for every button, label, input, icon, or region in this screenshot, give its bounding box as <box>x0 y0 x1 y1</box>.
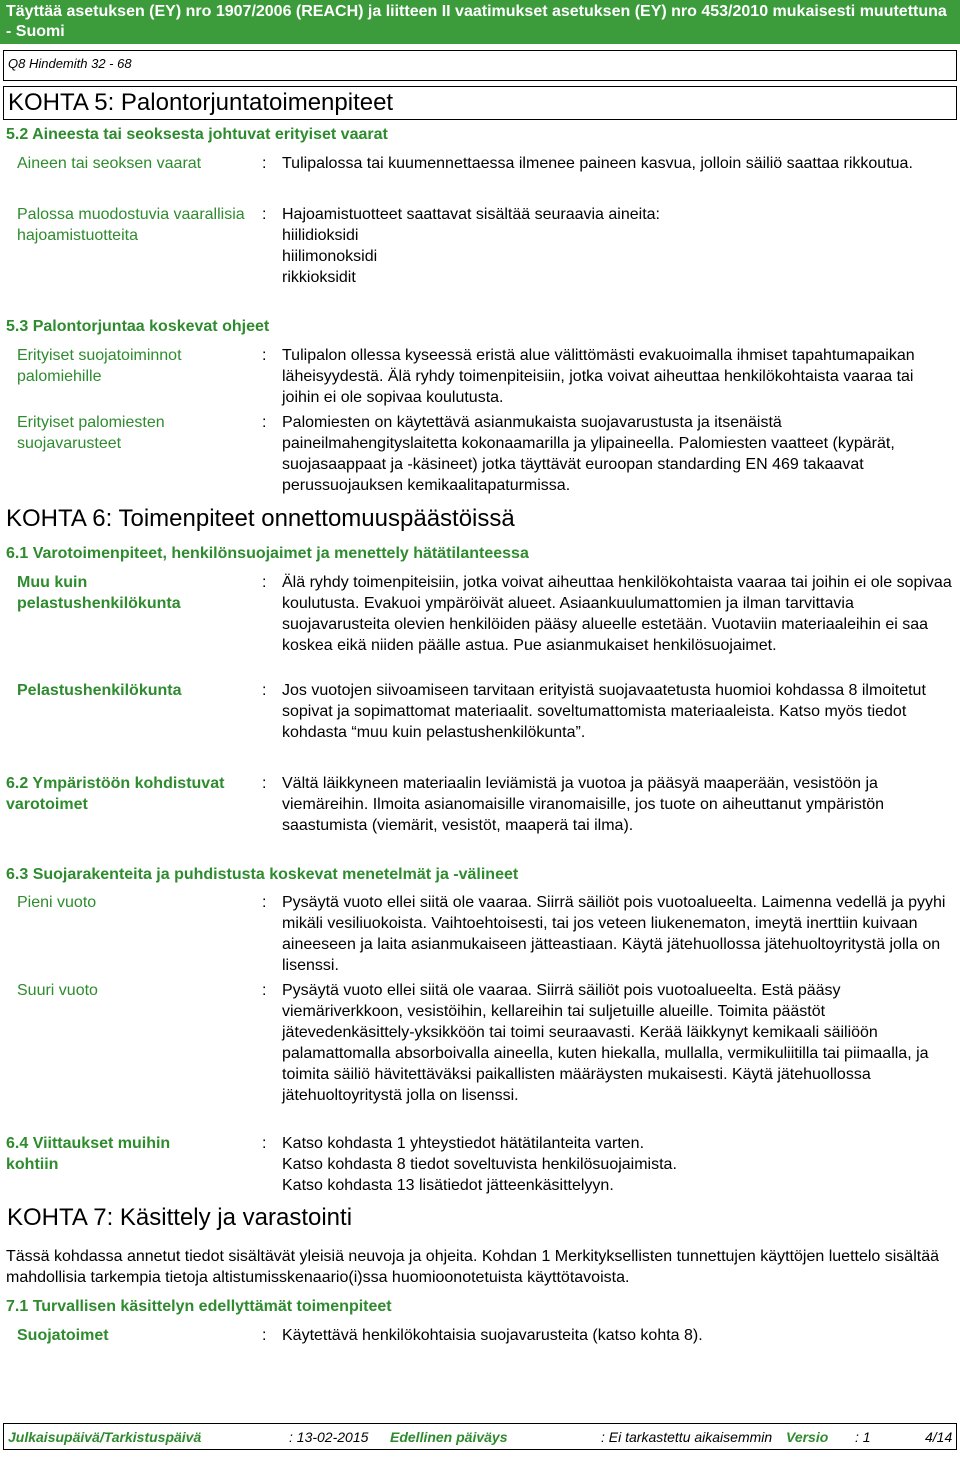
colon: : <box>262 1327 267 1344</box>
previous-date-label: Edellinen päiväys <box>390 1429 508 1445</box>
references-label: 6.4 Viittaukset muihin kohtiin <box>6 1135 171 1173</box>
decomposition-list <box>282 204 952 288</box>
protective-measures-label: Suojatoimet <box>17 1327 109 1344</box>
colon: : <box>262 775 267 792</box>
subsection-5-3: 5.3 Palontorjuntaa koskevat ohjeet <box>6 318 270 335</box>
decomposition-line: hiilimonoksidi <box>282 248 378 265</box>
version-label: Versio <box>786 1429 829 1445</box>
section-7-intro: Tässä kohdassa annetut tiedot sisältävät yleisiä neuvoja ja ohjeita. Kohdan 1 Merkityksellisten tunnettujen käyttöjen luettelo sisältää mahdollisia tarkempia tietoja altistumisskenaario(i)ssa huomioonotetuista käyttötavoista. <box>6 1248 939 1286</box>
environmental-label: 6.2 Ympäristöön kohdistuvat varotoimet <box>6 775 225 813</box>
colon: : <box>262 574 267 591</box>
small-spill-text: Pysäytä vuoto ellei siitä ole vaaraa. Siirrä säiliöt pois vuotoalueelta. Laimenna vedellä ja pyyhi mikäli vesiliuokoista. Vaihtoehtoisesti, tai jos veteen liukenematon, imeytä inerttiin kuivaan aineeseen ja laita asianmukaiseen jätteastiaan. Käytä jätehuollossa jätehuoltoyritystä jolla on lisenssi. <box>282 894 946 974</box>
product-name-box <box>3 50 957 81</box>
small-spill-label: Pieni vuoto <box>17 894 97 911</box>
decomposition-label: Palossa muodostuvia vaarallisia hajoamistuotteita <box>17 206 245 244</box>
special-actions-label: Erityiset suojatoiminnot palomiehille <box>17 347 182 385</box>
hazard-text: Tulipalossa tai kuumennettaessa ilmenee paineen kasvua, jolloin säiliö saattaa rikkoutua. <box>282 155 913 172</box>
header-title: Täyttää asetuksen (EY) nro 1907/2006 (REACH) ja liitteen II vaatimukset asetuksen (EY) nro 453/2010 mukaisesti muutettuna - Suomi <box>6 3 947 40</box>
decomposition-line: rikkioksidit <box>282 269 356 286</box>
hazard-label: Aineen tai seoksen vaarat <box>17 155 202 172</box>
product-name: Q8 Hindemith 32 - 68 <box>8 56 132 71</box>
page-number: 4/14 <box>925 1429 953 1445</box>
colon: : <box>262 155 267 172</box>
colon: : <box>262 414 267 431</box>
subsection-6-3: 6.3 Suojarakenteita ja puhdistusta koskevat menetelmät ja -välineet <box>6 866 519 883</box>
decomposition-line: Hajoamistuotteet saattavat sisältää seuraavia aineita: <box>282 206 660 223</box>
large-spill-label: Suuri vuoto <box>17 982 98 999</box>
special-actions-text: Tulipalon ollessa kyseessä eristä alue välittömästi evakuoimalla ihmiset tapahtumapaikan läheisyydestä. Älä ryhdy toimenpiteisiin, jotka voivat aiheuttaa henkilökohtaista vaaraa tai joihin ei ole sopivaa koulutusta. <box>282 347 915 406</box>
section-7-title: KOHTA 7: Käsittely ja varastointi <box>7 1204 353 1231</box>
section-5-title: KOHTA 5: Palontorjuntatoimenpiteet <box>3 86 957 120</box>
emergency-responders-text: Jos vuotojen siivoamiseen tarvitaan erityistä suojavaatetusta huomioi kohdassa 8 ilmoitetut sopivat ja sopimattomat materiaalit. soveltumattomista materiaaleista. Katso myös tiedot kohdasta “muu kuin pelastushenkilökunta”. <box>282 682 926 741</box>
firefighter-equipment-label: Erityiset palomiesten suojavarusteet <box>17 414 165 452</box>
subsection-7-1: 7.1 Turvallisen käsittelyn edellyttämät toimenpiteet <box>6 1298 392 1315</box>
page-footer <box>3 1423 957 1450</box>
firefighter-equipment-text: Palomiesten on käytettävä asianmukaista suojavarustusta ja itsenäistä paineilmahengityslaitetta kokonaamarilla ja ylipaineella. Palomiesten vaatteet (kypärät, suojasaappaat ja -käsineet) jotka täyttävät euroopan standarding EN 469 takaavat perussuojauksen kemikaalitapaturmissa. <box>282 414 895 494</box>
reference-line: Katso kohdasta 8 tiedot soveltuvista henkilösuojaimista. <box>282 1156 677 1173</box>
emergency-responders-label: Pelastushenkilökunta <box>17 682 182 699</box>
section-6-title: KOHTA 6: Toimenpiteet onnettomuuspäästöissä <box>6 505 515 532</box>
reference-line: Katso kohdasta 1 yhteystiedot hätätilanteita varten. <box>282 1135 645 1152</box>
environmental-text: Vältä läikkyneen materiaalin leviämistä ja vuotoa ja pääsyä maaperään, vesistöön ja viemäreihin. Ilmoita asianomaisille viranomaisille, jos tuote on aiheuttanut ympäristön saastumista (viemärit, vesistöt, maaperä tai ilma). <box>282 775 885 834</box>
colon: : <box>262 206 267 223</box>
issue-date-value: : 13-02-2015 <box>289 1429 369 1445</box>
colon: : <box>262 894 267 911</box>
non-emergency-label: Muu kuin pelastushenkilökunta <box>17 574 181 612</box>
version-value: : 1 <box>855 1429 871 1445</box>
colon: : <box>262 682 267 699</box>
reference-line: Katso kohdasta 13 lisätiedot jätteenkäsittelyyn. <box>282 1177 614 1194</box>
subsection-6-1: 6.1 Varotoimenpiteet, henkilönsuojaimet ja menettely hätätilanteessa <box>6 545 529 562</box>
subsection-5-2: 5.2 Aineesta tai seoksesta johtuvat erityiset vaarat <box>6 126 388 143</box>
colon: : <box>262 982 267 999</box>
document-header <box>0 0 960 44</box>
large-spill-text: Pysäytä vuoto ellei siitä ole vaaraa. Siirrä säiliöt pois vuotoalueelta. Estä pääsy viemäriverkkoon, vesistöihin, kellareihin tai suljetuille alueille. Toimita päästöt jätevedenkäsittely-yksikköön tai toimi seuraavasti. Kerää läikkynyt kemikaali säiliöön palamattomalla absorboivalla aineella, kuten hiekalla, mullalla, vermikuliitilla tai piimaalla, ja toimita säiliö hävitettäväksi paikallisten määräysten mukaisesti. Käytä jätehuollossa jätehuoltoyritystä jolla on lisenssi. <box>282 982 929 1104</box>
protective-measures-text: Käytettävä henkilökohtaisia suojavarusteita (katso kohta 8). <box>282 1327 703 1344</box>
non-emergency-text: Älä ryhdy toimenpiteisiin, jotka voivat aiheuttaa henkilökohtaista vaaraa tai joihin ei ole sopivaa koulutusta. Evakuoi ympäröivät alueet. Asiaankuulumattomien ja ilman tarvittavia suojavarusteita olevien henkilöiden pääsy alueelle estetään. Vuotaviin materiaaleihin ei saa koskea eikä niiden päälle astua. Pue asianmukaiset henkilösuojaimet. <box>282 574 952 654</box>
previous-date-value: : Ei tarkastettu aikaisemmin <box>601 1429 773 1445</box>
references-list <box>282 1133 952 1196</box>
decomposition-line: hiilidioksidi <box>282 227 359 244</box>
issue-date-label: Julkaisupäivä/Tarkistuspäivä <box>8 1429 202 1445</box>
colon: : <box>262 347 267 364</box>
colon: : <box>262 1135 267 1152</box>
